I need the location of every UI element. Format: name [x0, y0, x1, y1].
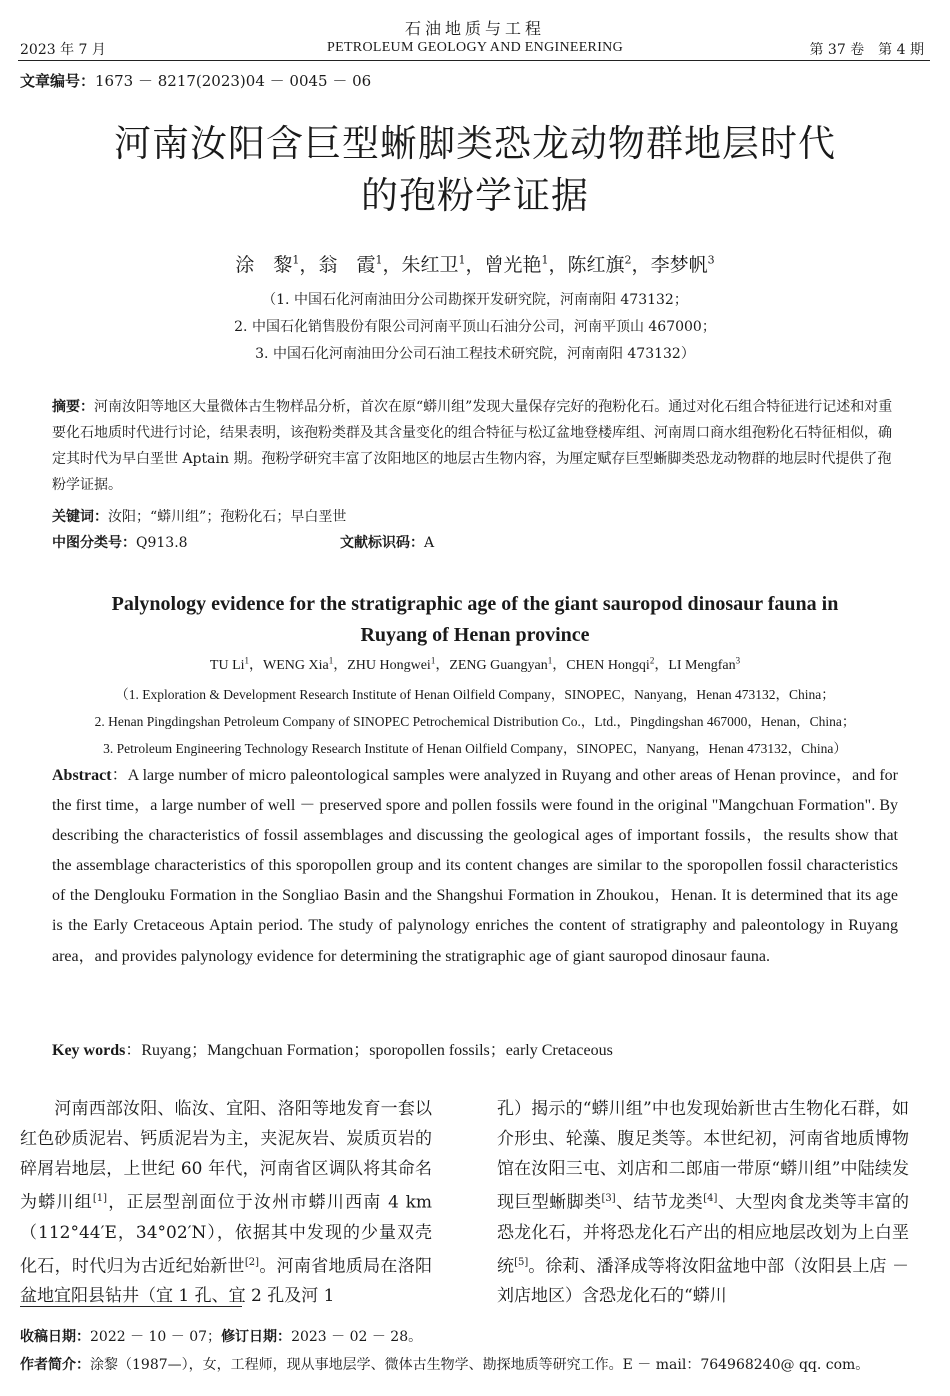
received-value: 2022 － 10 － 07；: [90, 1329, 222, 1345]
title-en-line-2: Ruyang of Henan province: [360, 624, 590, 646]
author-en: CHEN Hongqi: [566, 658, 650, 673]
classification-number: [52, 530, 332, 556]
title-en-line-1: Palynology evidence for the stratigraphic age of the giant sauropod dinosaur fauna in: [111, 593, 839, 615]
keywords-cn-label: 关键词：: [52, 509, 108, 525]
author-en: TU Li: [209, 658, 245, 673]
title-cn-line-1: 河南汝阳含巨型蜥脚类恐龙动物群地层时代: [114, 122, 836, 165]
keywords-cn: [52, 504, 898, 530]
body-text: 河南西部汝阳、临汝、宜阳、洛阳等地发育一套以红色砂质泥岩、钙质泥岩为主，夹泥灰岩、炭质页岩的碎屑岩地层，上世纪 60 年代，河南省区调队将其命名为蟒川组: [20, 1099, 432, 1213]
document-code-value: A: [424, 535, 435, 551]
authors-cn: 涂 黎$^1$，翁 霞$^1$，朱红卫$^1$，曾光艳$^1$，陈红旗$^2$，李梦帆$^3$: [235, 253, 715, 276]
body-text: 、结节龙类: [615, 1192, 704, 1213]
body-text: 、大型肉食龙类等丰富的恐龙化石，并将恐龙化石产出的相应地层改划为上白垩统: [497, 1192, 910, 1277]
affiliation-cn-1: （1. 中国石化河南油田分公司勘探开发研究院，河南南阳 473132；: [262, 292, 688, 308]
abstract-en-label: Abstract: [52, 767, 112, 784]
title-en: [30, 589, 920, 651]
affiliation-cn-3: 3. 中国石化河南油田分公司石油工程技术研究院，河南南阳 473132）: [255, 346, 695, 362]
revised-value: 2023 － 02 － 28。: [291, 1329, 423, 1345]
document-code: [340, 530, 640, 556]
citation: [2]: [244, 1256, 260, 1268]
abstract-en: [52, 761, 898, 972]
abstract-cn-label: 摘要：: [52, 399, 94, 415]
citation: [1]: [92, 1193, 108, 1204]
affiliation-cn-2: 2. 中国石化销售股份有限公司河南平顶山石油分公司，河南平顶山 467000；: [234, 319, 716, 335]
author-en: ZHU Hongwei: [347, 658, 431, 673]
body-column-right: [497, 1094, 909, 1311]
author-cn: 翁 霞: [318, 254, 376, 276]
body-column-left: [20, 1094, 432, 1311]
journal-name-cn: 石油地质与工程: [404, 19, 545, 38]
title-cn: [0, 118, 950, 222]
article-number: [20, 70, 371, 91]
author-en-sup: 1: [430, 655, 436, 666]
author-en: ZENG Guangyan: [449, 658, 548, 673]
body-text: 孔）揭示的“蟒川组”中也发现始新世古生物化石群，如介形虫、轮藻、腹足类等。本世纪初，河南省地质博物馆在汝阳三屯、刘店和二郎庙一带原“蟒川组”中陆续发现巨型蜥脚类: [497, 1099, 909, 1213]
classification-value: Q913.8: [136, 535, 188, 551]
author-cn-sup: 1: [541, 253, 549, 267]
author-cn-sup: 3: [707, 253, 715, 267]
journal-name-en: PETROLEUM GEOLOGY AND ENGINEERING: [327, 40, 623, 55]
classification-label: 中图分类号：: [52, 535, 136, 551]
author-cn: 李梦帆: [650, 254, 708, 276]
keywords-cn-text: 汝阳；“蟒川组”；孢粉化石；早白垩世: [108, 509, 347, 525]
volume-issue: 第 37 卷 第 4 期: [809, 42, 924, 58]
author-en-sup: 3: [735, 655, 741, 666]
body-text: 。徐莉、潘泽成等将汝阳盆地中部（汝阳县上店 － 刘店地区）含恐龙化石的“蟒川: [497, 1256, 909, 1307]
article-number-label: 文章编号：: [20, 72, 96, 90]
affiliation-en-1: （1. Exploration & Development Research Institute of Henan Oilfield Company，SINOPEC，Nanyang，Henan 473132，China；: [115, 687, 835, 702]
author-en: LI Mengfan: [668, 658, 736, 673]
body-text: ，正层型剖面位于汝州市蟒川西南 4 km（112°44′E，34°02′N），依据其中发现的少量双壳化石，时代归为古近纪始新世: [20, 1192, 433, 1277]
keywords-en-text: ：Ruyang；Mangchuan Formation；sporopollen fossils；early Cretaceous: [125, 1042, 613, 1059]
keywords-en-label: Key words: [52, 1042, 126, 1059]
author-cn: 陈红旗: [567, 254, 625, 276]
citation: [4]: [703, 1193, 718, 1204]
bio-label: 作者简介：: [20, 1357, 90, 1373]
author-en-sup: 1: [244, 655, 250, 666]
title-cn-line-2: 的孢粉学证据: [361, 174, 589, 217]
author-cn-sup: 1: [375, 253, 383, 267]
revised-label: 修订日期：: [221, 1329, 292, 1345]
author-cn-sup: 1: [292, 253, 300, 267]
document-code-label: 文献标识码：: [340, 535, 424, 551]
abstract-en-text: ：A large number of micro paleontological samples were analyzed in Ruyang and other areas of Henan province，and for the first time，a large number of well － preserved spore and pollen fossils were found in the original "Mangchuan Formation". By describing the characteristics of fossil assemblages and discussing the geological ages of important fossils，the results show that the assemblage characteristics of this sporopollen group and its content changes are similar to the sporopollen fossil characteristics of the Denglouku Formation in the Songliao Basin and the Shangshui Formation in Zhoukou，Henan. It is determined that its age is the Early Cretaceous Aptain period. The study of palynology enriches the content of stratigraphy and paleontology in Ruyang area，and provides palynology evidence for determining the stratigraphic age of giant sauropod dinosaur fauna.: [52, 767, 899, 965]
author-cn-sup: 1: [458, 253, 466, 267]
author-cn: 涂 黎: [235, 254, 293, 276]
abstract-cn: [52, 394, 898, 498]
author-cn: 朱红卫: [401, 254, 459, 276]
authors-en: TU Li$^1$，WENG Xia$^1$，ZHU Hongwei$^1$，ZENG Guangyan$^1$，CHEN Hongqi$^2$，LI Mengfan$^3$: [209, 655, 741, 673]
bio-text: 涂黎（1987—），女，工程师，现从事地层学、微体古生物学、勘探地质等研究工作。E － mail：764968240@ qq. com。: [90, 1357, 870, 1373]
affiliation-en-3: 3. Petroleum Engineering Technology Research Institute of Henan Oilfield Company，SINOPEC，Nanyang，Henan 473132，China）: [103, 741, 847, 756]
author-en-sup: 1: [328, 655, 334, 666]
author-en-sup: 1: [547, 655, 553, 666]
author-bio: [20, 1354, 869, 1374]
author-en: WENG Xia: [263, 658, 329, 673]
footnote-rule: [20, 1306, 242, 1307]
citation: [3]: [601, 1193, 616, 1204]
received-label: 收稿日期：: [20, 1329, 90, 1345]
author-cn: 曾光艳: [484, 254, 542, 276]
citation: [5]: [514, 1256, 529, 1268]
issue-date: 2023 年 7 月: [20, 42, 106, 58]
article-number-value: 1673 － 8217(2023)04 － 0045 － 06: [95, 72, 372, 90]
affiliation-en-2: 2. Henan Pingdingshan Petroleum Company of SINOPEC Petrochemical Distribution Co.，Ltd.，Pingdingshan 467000，Henan，China；: [94, 714, 856, 729]
abstract-cn-text: 河南汝阳等地区大量微体古生物样品分析，首次在原“蟒川组”发现大量保存完好的孢粉化石。通过对化石组合特征进行记述和对重要化石地质时代进行讨论，结果表明，该孢粉类群及其含量变化的组合特征与松辽盆地登楼库组、河南周口商水组孢粉化石特征相似，确定其时代为早白垩世 Aptain 期。孢粉学研究丰富了汝阳地区的地层古生物内容，为厘定赋存巨型蜥脚类恐龙动物群的地层时代提供了孢粉学证据。: [52, 399, 893, 493]
header-rule: [18, 60, 930, 61]
received-dates: [20, 1326, 422, 1346]
body-text: 。河南省地质局在洛阳盆地宜阳县钻井（宜 1 孔、宜 2 孔及河 1: [20, 1256, 432, 1307]
author-en-sup: 2: [649, 655, 655, 666]
author-cn-sup: 2: [624, 253, 632, 267]
keywords-en: [52, 1037, 613, 1060]
